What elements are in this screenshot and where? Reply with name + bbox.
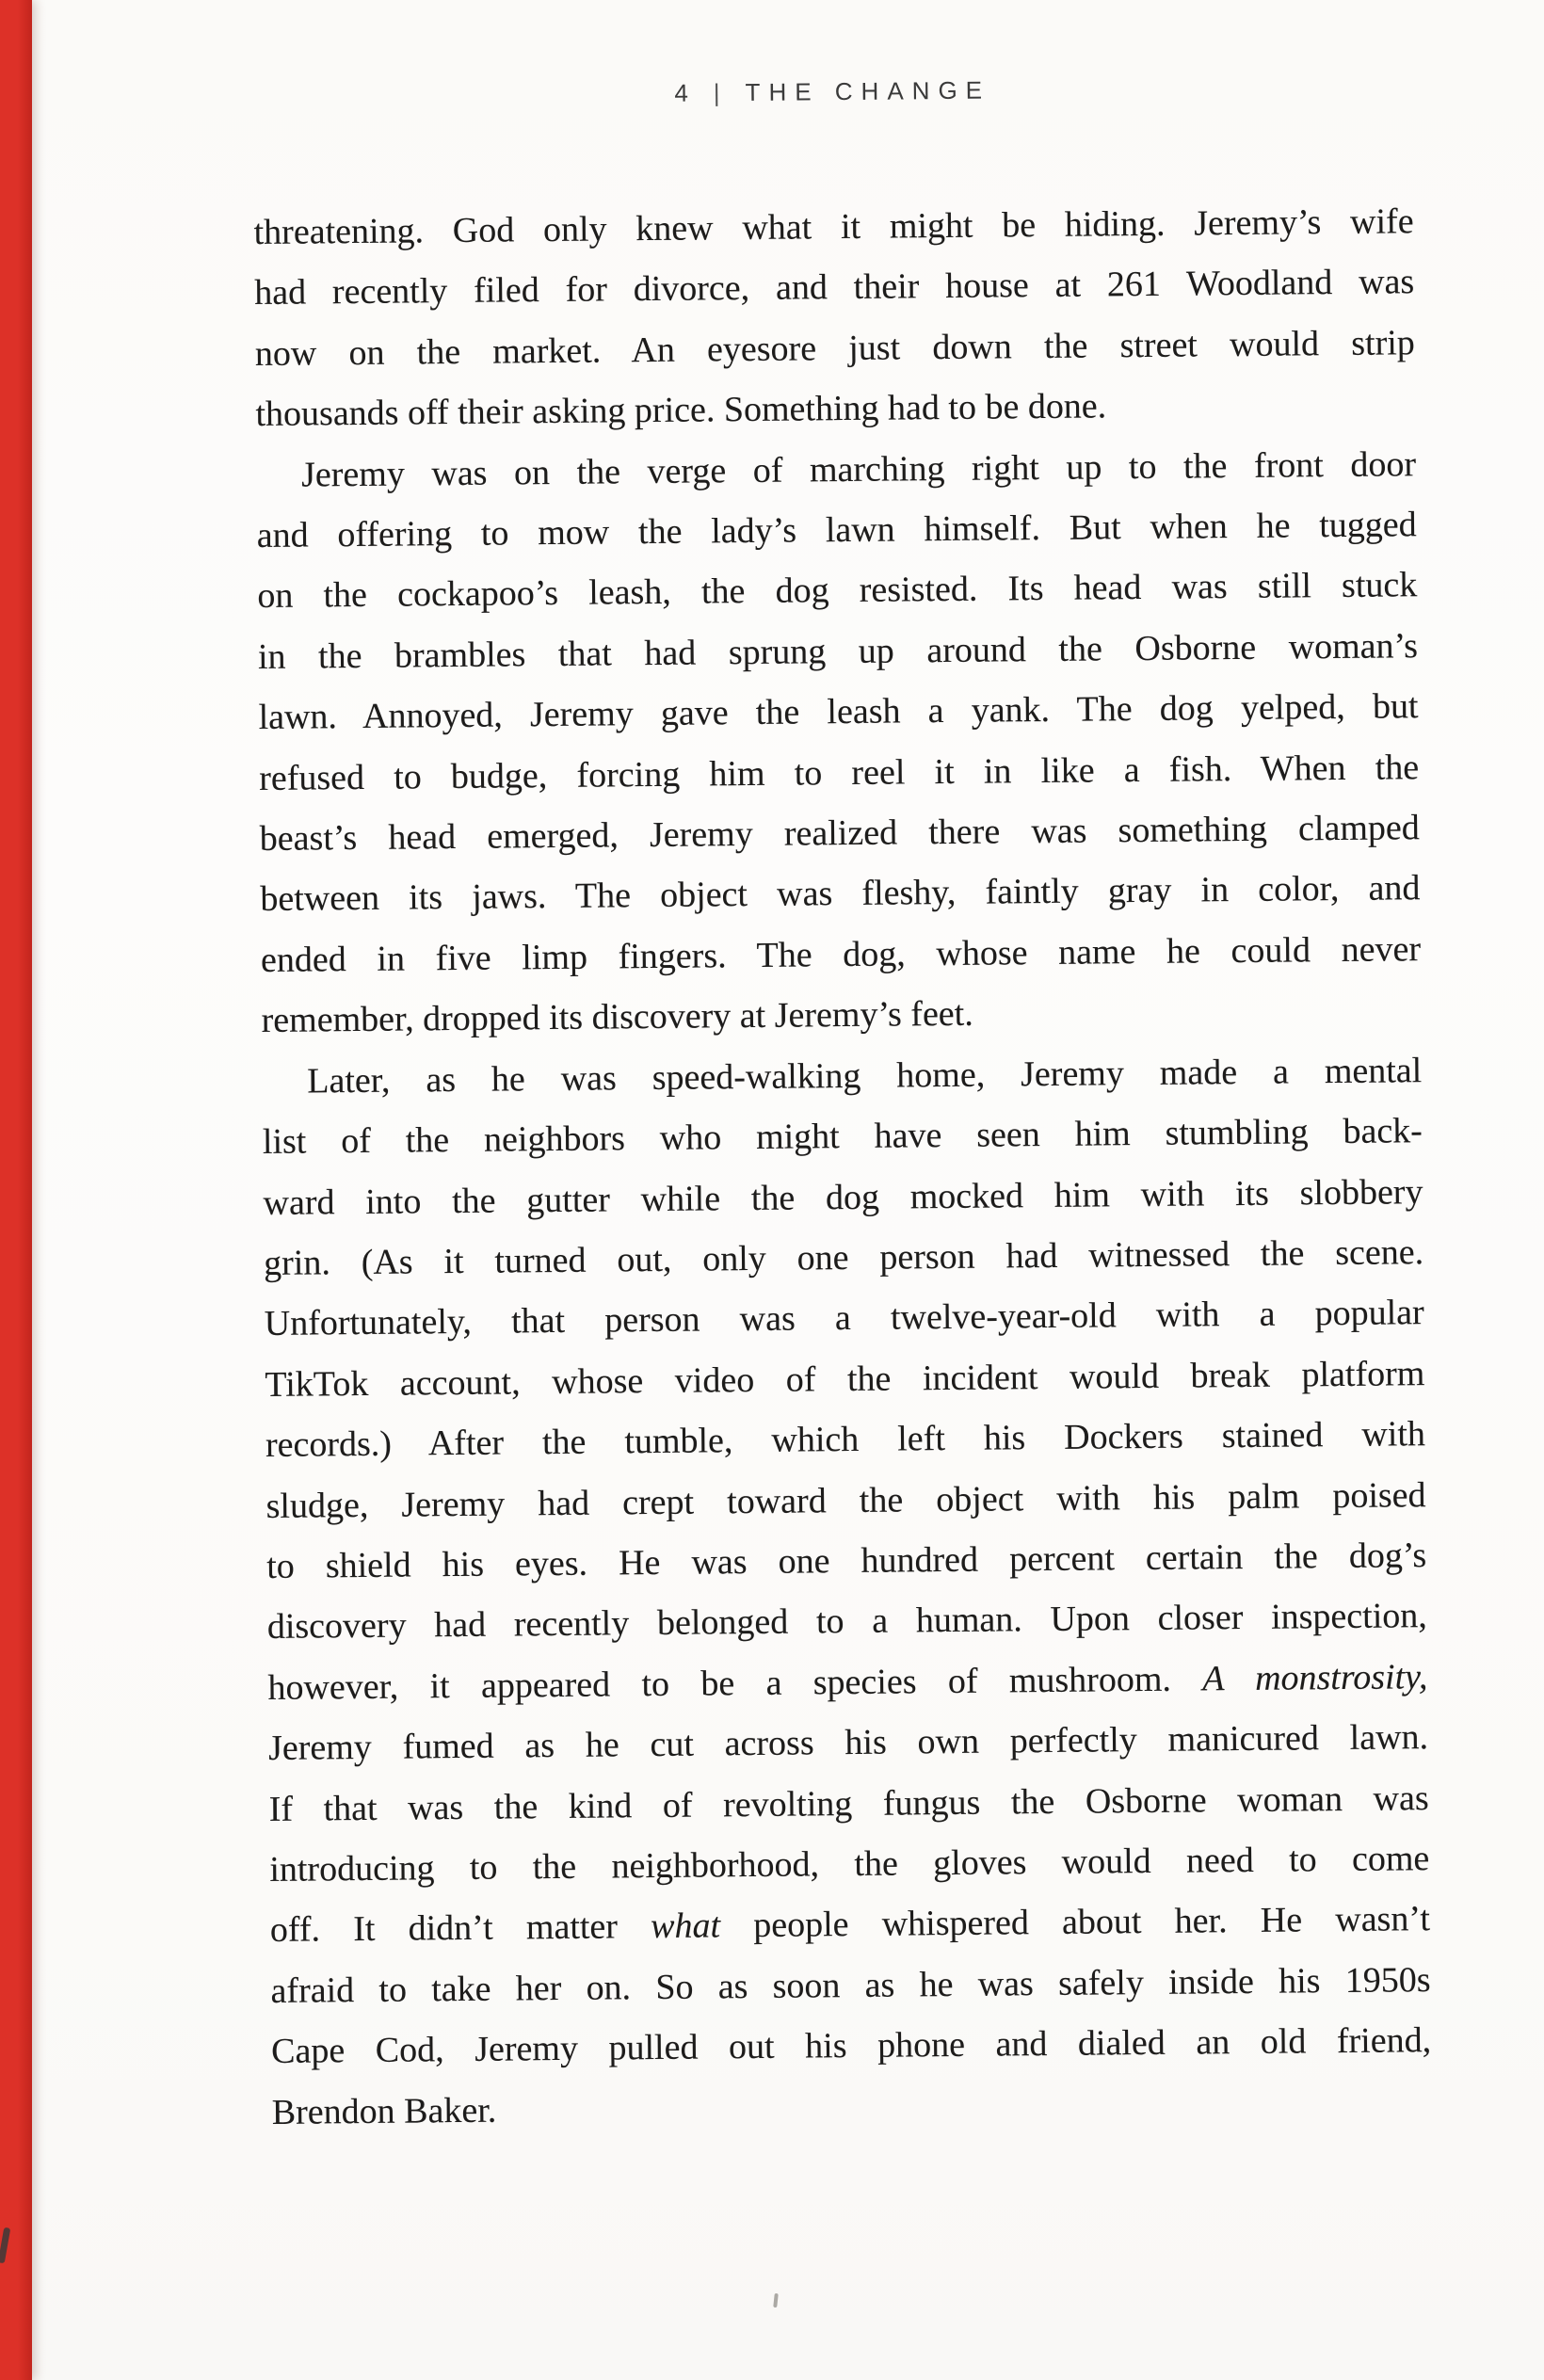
text-segment: however, it appeared to be a species of mushroom. (267, 1659, 1203, 1708)
paragraph (256, 434, 1422, 1052)
text-segment: If that was the kind of revolting fungus the Osborne woman was (268, 1777, 1429, 1829)
running-head (252, 72, 1412, 112)
text-segment: discovery had recently belonged to a human. Upon closer inspection, (266, 1596, 1427, 1648)
text-segment: Unfortunately, that person was a twelve-year-old with a popular (264, 1293, 1424, 1344)
text-line (268, 1768, 1429, 1840)
text-line (269, 1828, 1430, 1900)
text-segment: introducing to the neighborhood, the gloves would need to come (269, 1839, 1430, 1890)
text-line (261, 979, 1422, 1051)
text-segment: had recently filed for divorce, and their house at 261 Woodland was (254, 262, 1415, 314)
text-line (258, 616, 1419, 687)
text-segment: remember, dropped its discovery at Jeremy’s feet. (261, 994, 973, 1041)
text-segment: between its jaws. The object was fleshy, faintly gray in color, and (260, 868, 1421, 920)
text-line (271, 2010, 1432, 2082)
text-segment: afraid to take her on. So as soon as he was safely inside his 1950s (270, 1959, 1431, 2011)
text-segment: TikTok account, whose video of the incident would break platform (265, 1353, 1425, 1405)
text-segment: threatening. God only knew what it might be hiding. Jeremy’s wife (253, 201, 1414, 253)
text-line (266, 1525, 1427, 1597)
text-line (263, 1162, 1423, 1233)
text-segment: off. It didn’t matter (269, 1906, 651, 1951)
page-content (251, 0, 1432, 2143)
text-line (253, 191, 1414, 263)
text-segment: now on the market. An eyesore just down the street would strip (254, 323, 1416, 374)
text-segment: ended in five limp fingers. The dog, whose name he could never (260, 929, 1422, 980)
text-segment: lawn. Annoyed, Jeremy gave the leash a yank. The dog yelped, but (258, 686, 1419, 738)
text-line (259, 737, 1420, 809)
text-segment: Jeremy was on the verge of marching right up to the front door (300, 443, 1417, 495)
text-line (270, 1950, 1431, 2021)
text-segment: beast’s head emerged, Jeremy realized there was something clamped (259, 808, 1420, 860)
text-line (267, 1647, 1428, 1718)
text-segment: people whispered about her. He wasn’t (719, 1899, 1431, 1946)
text-segment: Cape Cod, Jeremy pulled out his phone and dialed an old friend, (270, 2020, 1432, 2072)
text-segment: Jeremy fumed as he cut across his own perfectly manicured lawn. (267, 1717, 1429, 1769)
text-line (268, 1707, 1429, 1778)
text-line (260, 859, 1421, 930)
text-segment: Later, as he was speed-walking home, Jeremy made a mental (307, 1050, 1423, 1102)
text-segment: Brendon Baker. (271, 2090, 497, 2132)
text-line (271, 2071, 1432, 2143)
text-line (265, 1465, 1426, 1536)
text-line (258, 676, 1419, 748)
text-line (260, 797, 1421, 869)
text-segment: ward into the gutter while the dog mocked him with its slobbery (263, 1171, 1423, 1223)
text-line (264, 1222, 1424, 1294)
text-segment: sludge, Jeremy had crept toward the object with his palm poised (265, 1474, 1426, 1526)
text-line (257, 555, 1418, 627)
text-segment: list of the neighbors who might have seen him stumbling back- (262, 1111, 1423, 1163)
book-spine-edge (0, 0, 32, 2380)
text-segment: records.) After the tumble, which left his Dockers stained with (265, 1414, 1426, 1466)
body-text (253, 191, 1432, 2143)
text-line (265, 1404, 1426, 1475)
text-segment: grin. (As it turned out, only one person had witnessed the scene. (263, 1232, 1424, 1283)
page-number: 4 (674, 78, 697, 107)
text-line (256, 434, 1417, 506)
text-line (255, 313, 1416, 384)
header-separator: | (713, 78, 729, 107)
text-line (267, 1585, 1428, 1657)
italic-text: what (650, 1906, 721, 1947)
text-line (264, 1282, 1424, 1354)
text-line (270, 1889, 1431, 1960)
text-line (256, 494, 1417, 566)
text-segment: to shield his eyes. He was one hundred percent certain the dog’s (266, 1536, 1427, 1586)
text-segment: and offering to mow the lady’s lawn himself. But when he tugged (256, 505, 1417, 556)
text-segment: on the cockapoo’s leash, the dog resisted. Its head was still stuck (257, 565, 1418, 617)
text-line (261, 919, 1422, 990)
chapter-title: THE CHANGE (745, 75, 991, 107)
scan-artifact (773, 2293, 779, 2308)
paragraph (253, 191, 1415, 444)
text-segment: in the brambles that had sprung up around the Osborne woman’s (257, 626, 1419, 677)
paragraph (262, 1040, 1432, 2143)
text-segment: thousands off their asking price. Something had to be done. (255, 386, 1107, 435)
text-line (255, 373, 1416, 444)
text-line (263, 1101, 1423, 1172)
italic-text: A monstrosity, (1202, 1656, 1428, 1699)
text-segment: refused to budge, forcing him to reel it in like a fish. When the (258, 747, 1420, 798)
text-line (254, 252, 1415, 324)
text-line (265, 1343, 1425, 1415)
text-line (262, 1040, 1423, 1112)
